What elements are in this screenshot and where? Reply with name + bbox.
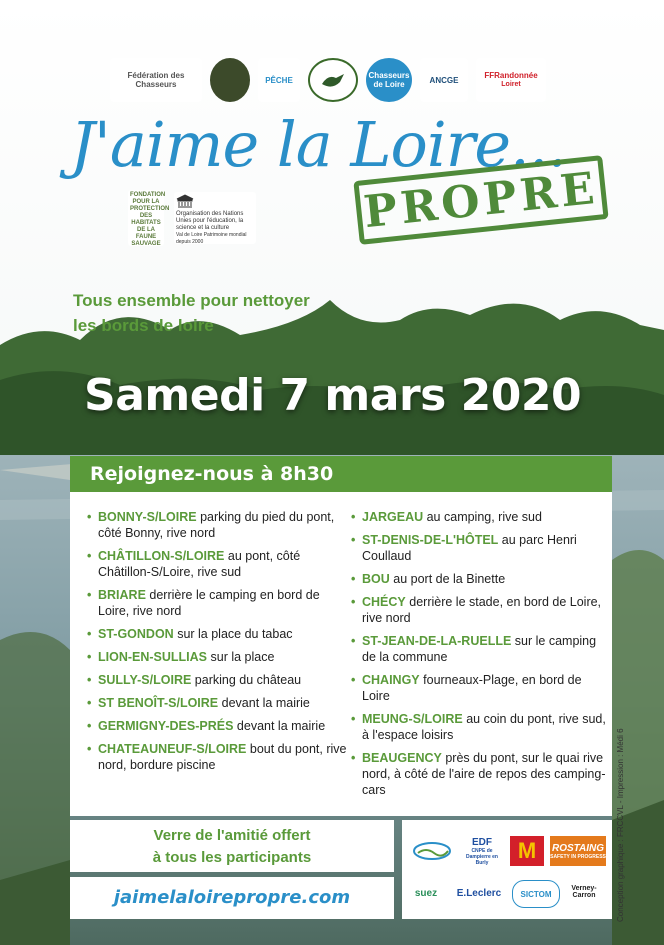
event-date: Samedi 7 mars 2020 xyxy=(84,370,582,421)
town-name: BRIARE xyxy=(98,588,146,602)
wave-icon xyxy=(412,841,452,861)
header-logos xyxy=(110,53,570,107)
place-detail: au pont, côté Châtillon-S/Loire, rive sud xyxy=(98,549,301,579)
town-name: ST-GONDON xyxy=(98,627,174,641)
aqua-logo xyxy=(410,838,454,864)
meeting-time-banner: Rejoignez-nous à 8h30 xyxy=(70,456,612,492)
town-name: ST-JEAN-DE-LA-RUELLE xyxy=(362,634,512,648)
place-detail: au camping, rive sud xyxy=(426,510,542,524)
meeting-place-item xyxy=(351,672,606,704)
design-credit: Conception graphique : FRCCVL - Impression : Médi 6 xyxy=(616,728,625,922)
leclerc-logo xyxy=(448,880,510,906)
meeting-places-panel xyxy=(70,492,612,816)
peche-logo-text: PÊCHE xyxy=(265,75,293,85)
main-title: J'aime la Loire... xyxy=(70,108,567,181)
meeting-place-item xyxy=(351,594,606,626)
ancge-logo xyxy=(420,58,468,102)
chasseurs-de-loire-logo xyxy=(366,58,412,102)
place-detail: près du pont, sur le quai rive nord, à côté de l'aire de repos des camping-cars xyxy=(362,751,606,797)
chasseurs-loire-text: Chasseurs de Loire xyxy=(368,71,410,89)
place-detail: au coin du pont, rive sud, à l'espace loisirs xyxy=(362,712,606,742)
verre-line-2: à tous les participants xyxy=(152,849,312,866)
verre-amitie-box xyxy=(70,820,394,872)
duck-emblem-logo xyxy=(308,58,358,102)
sponsor-logos xyxy=(402,820,612,919)
town-name: MEUNG-S/LOIRE xyxy=(362,712,463,726)
duck-icon xyxy=(318,68,348,92)
meeting-place-item xyxy=(87,649,347,665)
ancge-text: ANCGE xyxy=(429,75,459,85)
places-column-left xyxy=(87,509,347,780)
town-name: SULLY-S/LOIRE xyxy=(98,673,192,687)
meeting-place-item xyxy=(351,571,606,587)
place-detail: devant la mairie xyxy=(221,696,310,710)
place-detail: au parc Henri Coullaud xyxy=(362,533,577,563)
town-name: ST BENOÎT-S/LOIRE xyxy=(98,696,219,710)
place-detail: parking du pied du pont, côté Bonny, rive nord xyxy=(98,510,335,540)
mcdonalds-logo xyxy=(510,836,544,866)
place-detail: sur la place du tabac xyxy=(177,627,293,641)
partner-logos xyxy=(128,190,256,246)
place-detail: sur le camping de la commune xyxy=(362,634,597,664)
mcdonalds-text: M xyxy=(517,838,537,863)
edf-logo xyxy=(460,834,504,868)
tagline xyxy=(73,288,310,338)
meeting-place-item xyxy=(87,626,347,642)
federation-logo-text: Fédération des Chasseurs xyxy=(127,71,185,89)
federation-chasseurs-logo xyxy=(110,58,202,102)
rostaing-sub-text: SAFETY IN PROGRESS xyxy=(550,853,606,860)
meeting-place-item xyxy=(351,750,606,798)
places-column-right xyxy=(351,509,606,805)
town-name: ST-DENIS-DE-L'HÔTEL xyxy=(362,533,499,547)
verney-carron-logo xyxy=(560,876,608,908)
town-name: GERMIGNY-DES-PRÉS xyxy=(98,719,234,733)
leclerc-text: E.Leclerc xyxy=(456,887,502,899)
suez-logo xyxy=(406,880,446,906)
place-detail: derrière le camping en bord de Loire, rive nord xyxy=(98,588,320,618)
unesco-text: Organisation des Nations Unies pour l'éducation, la science et la culture xyxy=(176,211,244,231)
place-detail: devant la mairie xyxy=(236,719,326,733)
sictom-logo xyxy=(512,880,560,908)
suez-text: suez xyxy=(414,887,438,899)
meeting-place-item xyxy=(351,509,606,525)
unesco-temple-icon xyxy=(176,194,194,208)
place-detail: parking du château xyxy=(194,673,302,687)
town-name: BOU xyxy=(362,572,390,586)
meeting-place-item xyxy=(87,672,347,688)
ffrandonnee-logo xyxy=(476,58,546,102)
peche-logo xyxy=(258,58,300,102)
town-name: BONNY-S/LOIRE xyxy=(98,510,197,524)
seal-logo xyxy=(210,58,250,102)
ffrandonnee-text: FFRandonnée xyxy=(484,71,538,80)
meeting-place-item xyxy=(87,587,347,619)
fondation-logo xyxy=(128,190,170,247)
meeting-place-item xyxy=(351,532,606,564)
fondation-text: FONDATION POUR LA PROTECTION DES HABITATS DE LA FAUNE SAUVAGE xyxy=(130,192,170,247)
website-link[interactable]: jaimelaloirepropre.com xyxy=(70,877,394,919)
meeting-place-item xyxy=(351,633,606,665)
place-detail: bout du pont, rive nord, bordure piscine xyxy=(98,742,347,772)
unesco-logo xyxy=(174,192,256,244)
town-name: CHAINGY xyxy=(362,673,420,687)
meeting-place-item xyxy=(351,711,606,743)
stamp-text: PROPRE xyxy=(361,162,601,238)
tagline-line-1: Tous ensemble pour nettoyer xyxy=(73,291,310,310)
meeting-place-item xyxy=(87,509,347,541)
town-name: CHÉCY xyxy=(362,595,406,609)
town-name: CHÂTILLON-S/LOIRE xyxy=(98,549,225,563)
val-de-loire-text: Val de Loire Patrimoine mondial depuis 2000 xyxy=(176,232,247,245)
verre-line-1: Verre de l'amitié offert xyxy=(153,827,311,844)
place-detail: au port de la Binette xyxy=(393,572,506,586)
town-name: BEAUGENCY xyxy=(362,751,442,765)
rostaing-text: ROSTAING xyxy=(551,842,605,854)
place-detail: fourneaux-Plage, en bord de Loire xyxy=(362,673,582,703)
rostaing-logo xyxy=(550,836,606,866)
edf-text: EDF xyxy=(472,836,492,848)
place-detail: derrière le stade, en bord de Loire, rive nord xyxy=(362,595,602,625)
town-name: CHATEAUNEUF-S/LOIRE xyxy=(98,742,247,756)
place-detail: sur la place xyxy=(210,650,275,664)
verney-carron-text: Verney-Carron xyxy=(571,885,597,899)
meeting-place-item xyxy=(87,741,347,773)
meeting-place-item xyxy=(87,548,347,580)
town-name: JARGEAU xyxy=(362,510,424,524)
town-name: LION-EN-SULLIAS xyxy=(98,650,208,664)
tagline-line-2: les bords de loire xyxy=(73,316,214,335)
meeting-place-item xyxy=(87,718,347,734)
meeting-place-item xyxy=(87,695,347,711)
sictom-text: SICTOM xyxy=(520,889,552,899)
ffrandonnee-sub-text: Loiret xyxy=(501,81,521,88)
edf-sub-text: CNPE de Dampierre en Burly xyxy=(466,847,498,866)
